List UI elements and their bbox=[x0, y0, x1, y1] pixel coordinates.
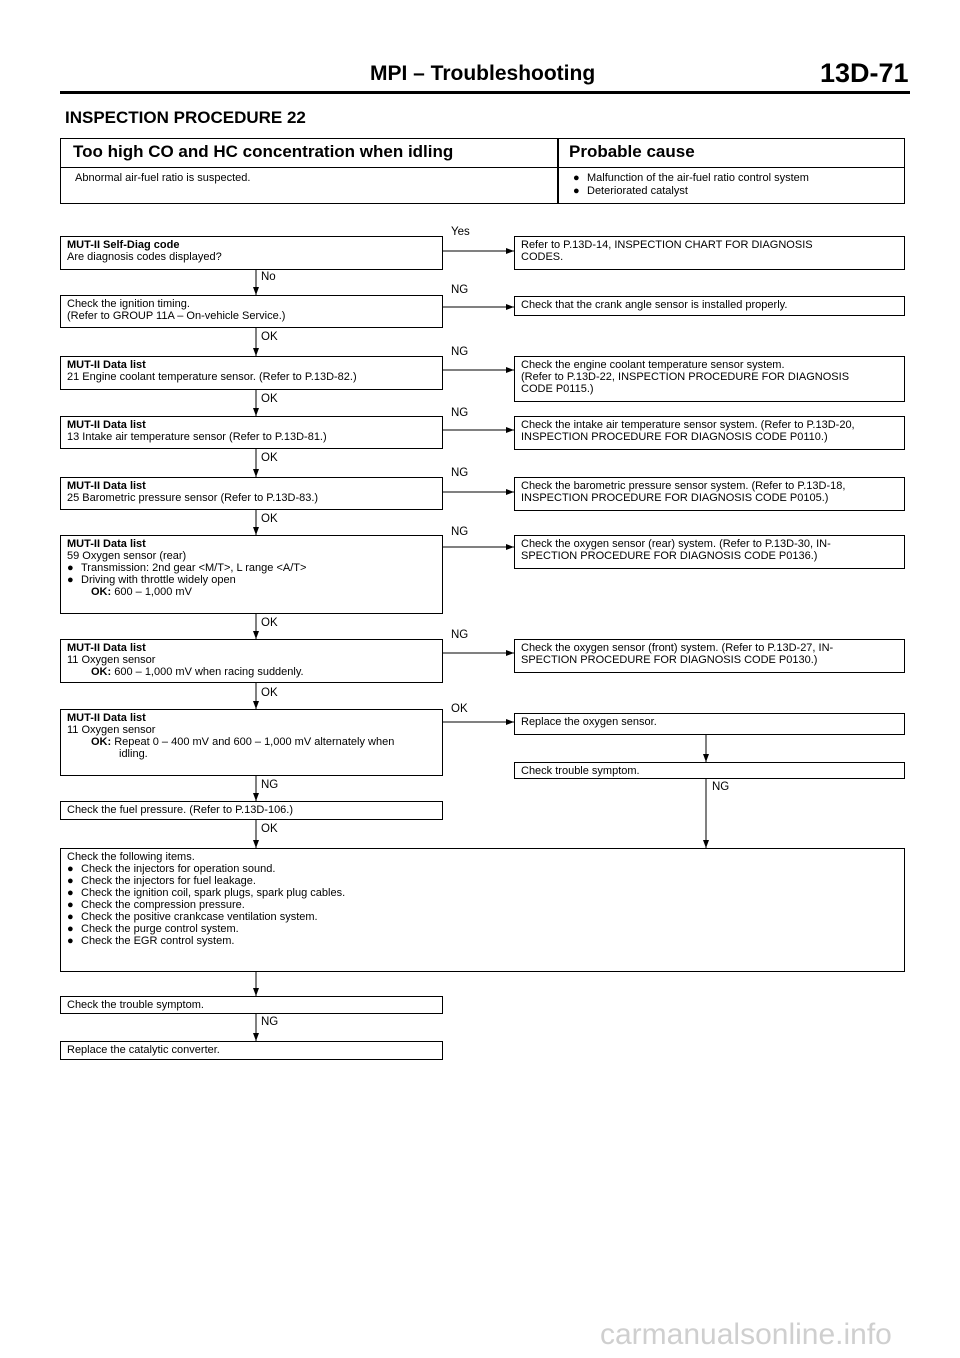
result-check-trouble-symptom: Check trouble symptom. bbox=[514, 762, 905, 779]
step-ignition-timing: Check the ignition timing. (Refer to GROUP 11A – On-vehicle Service.) bbox=[60, 295, 443, 328]
step-data-list-11-idling: MUT-II Data list 11 Oxygen sensor OK: Repeat 0 – 400 mV and 600 – 1,000 mV alternately when idling. bbox=[60, 709, 443, 776]
ng-label: NG bbox=[451, 284, 469, 296]
symptom-text: Abnormal air-fuel ratio is suspected. bbox=[75, 172, 251, 184]
cause-item: ● Malfunction of the air-fuel ratio control system bbox=[573, 172, 809, 184]
list-item: ● Check the purge control system. bbox=[67, 923, 239, 935]
step-data-list-11-racing: MUT-II Data list 11 Oxygen sensor OK: 600 – 1,000 mV when racing suddenly. bbox=[60, 639, 443, 683]
result-coolant-temp-sensor: Check the engine coolant temperature sensor system. (Refer to P.13D-22, INSPECTION PROCEDURE FOR DIAGNOSIS CODE P0115.) bbox=[514, 356, 905, 402]
step-check-trouble-symptom: Check the trouble symptom. bbox=[60, 996, 443, 1014]
step-data-list-59: MUT-II Data list 59 Oxygen sensor (rear) ● Transmission: 2nd gear <M/T>, L range <A/T> ● Driving with throttle widely open OK: 600 – 1,000 mV bbox=[60, 535, 443, 614]
list-item: ● Check the injectors for operation sound. bbox=[67, 863, 276, 875]
step-self-diag: MUT-II Self-Diag code Are diagnosis codes displayed? bbox=[60, 236, 443, 270]
ok-label: OK bbox=[261, 513, 278, 525]
ng-label: NG bbox=[451, 407, 469, 419]
step-data-list-25: MUT-II Data list 25 Barometric pressure sensor (Refer to P.13D-83.) bbox=[60, 477, 443, 510]
result-intake-air-temp-sensor: Check the intake air temperature sensor system. (Refer to P.13D-20, INSPECTION PROCEDURE FOR DIAGNOSIS CODE P0110.) bbox=[514, 416, 905, 450]
ng-label: NG bbox=[451, 346, 469, 358]
no-label: No bbox=[261, 271, 276, 283]
result-crank-angle-sensor: Check that the crank angle sensor is installed properly. bbox=[514, 296, 905, 316]
page-number: 13D-71 bbox=[820, 58, 909, 88]
result-oxygen-sensor-front: Check the oxygen sensor (front) system. (Refer to P.13D-27, IN- SPECTION PROCEDURE FOR DIAGNOSIS CODE P0130.) bbox=[514, 639, 905, 673]
ok-label: OK bbox=[261, 393, 278, 405]
ok-label: OK bbox=[261, 687, 278, 699]
yes-label: Yes bbox=[451, 226, 470, 238]
step-data-list-21: MUT-II Data list 21 Engine coolant temperature sensor. (Refer to P.13D-82.) bbox=[60, 356, 443, 390]
ok-label: OK bbox=[451, 703, 468, 715]
ng-label: NG bbox=[712, 781, 730, 793]
ng-label: NG bbox=[451, 526, 469, 538]
result-inspection-chart: Refer to P.13D-14, INSPECTION CHART FOR DIAGNOSIS CODES. bbox=[514, 236, 905, 270]
watermark: carmanualsonline.info bbox=[600, 1318, 892, 1351]
ng-label: NG bbox=[451, 629, 469, 641]
cause-item: ● Deteriorated catalyst bbox=[573, 185, 688, 197]
result-replace-oxygen-sensor: Replace the oxygen sensor. bbox=[514, 713, 905, 735]
list-item: ● Check the injectors for fuel leakage. bbox=[67, 875, 256, 887]
ok-label: OK bbox=[261, 331, 278, 343]
list-item: ● Check the ignition coil, spark plugs, spark plug cables. bbox=[67, 887, 346, 899]
list-item: ● Check the positive crankcase ventilation system. bbox=[67, 911, 318, 923]
ng-label: NG bbox=[261, 779, 279, 791]
ok-label: OK bbox=[261, 617, 278, 629]
cause-header: Probable cause bbox=[569, 142, 695, 161]
section-title: INSPECTION PROCEDURE 22 bbox=[65, 108, 306, 127]
step-replace-catalytic-converter: Replace the catalytic converter. bbox=[60, 1041, 443, 1060]
ng-label: NG bbox=[451, 467, 469, 479]
result-barometric-sensor: Check the barometric pressure sensor system. (Refer to P.13D-18, INSPECTION PROCEDURE FOR DIAGNOSIS CODE P0105.) bbox=[514, 477, 905, 511]
step-fuel-pressure: Check the fuel pressure. (Refer to P.13D-106.) bbox=[60, 801, 443, 820]
ok-label: OK bbox=[261, 452, 278, 464]
step-data-list-13: MUT-II Data list 13 Intake air temperature sensor (Refer to P.13D-81.) bbox=[60, 416, 443, 449]
result-oxygen-sensor-rear: Check the oxygen sensor (rear) system. (Refer to P.13D-30, IN- SPECTION PROCEDURE FOR DIAGNOSIS CODE P0136.) bbox=[514, 535, 905, 569]
list-item: ● Check the EGR control system. bbox=[67, 935, 235, 947]
ok-label: OK bbox=[261, 823, 278, 835]
symptom-header: Too high CO and HC concentration when idling bbox=[73, 142, 454, 161]
list-item: ● Check the compression pressure. bbox=[67, 899, 245, 911]
page-header-title: MPI – Troubleshooting bbox=[370, 62, 596, 85]
ng-label: NG bbox=[261, 1016, 279, 1028]
step-check-items: Check the following items. ● Check the injectors for operation sound. ● Check the injectors for fuel leakage. ● Check the ignition coil, spark plugs, spark plug cables. ● Check the compression pressure. ● Check the positive crankcase ventilation system. ● Check the purge control system. ● Check the EGR control system. bbox=[60, 848, 905, 972]
